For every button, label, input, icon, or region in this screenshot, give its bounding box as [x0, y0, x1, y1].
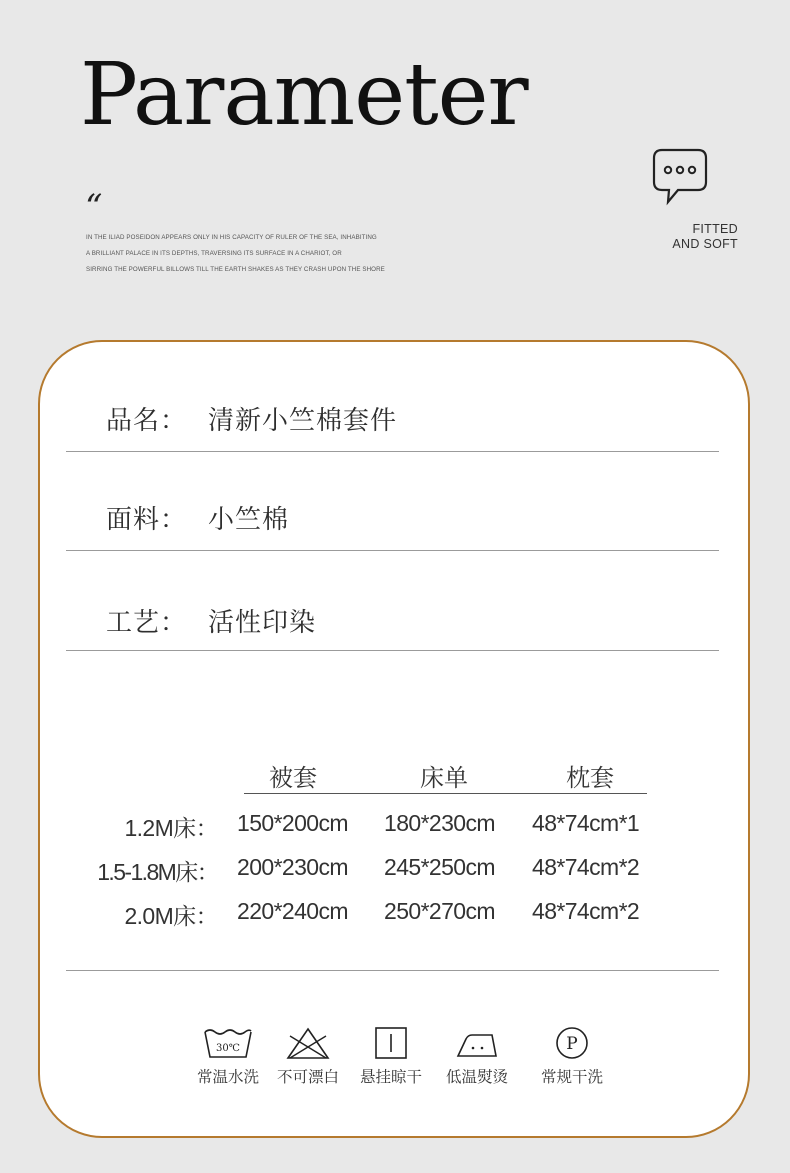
- dry-clean-symbol: P: [566, 1034, 578, 1054]
- intro-line: A BRILLIANT PALACE IN ITS DEPTHS, TRAVERSING ITS SURFACE IN A CHARIOT, OR: [86, 250, 342, 257]
- wash-temp: 30℃: [216, 1043, 240, 1054]
- table-cell: 220*240cm: [237, 898, 348, 924]
- table-row-label: 1.5-1.8M床：: [97, 859, 218, 885]
- table-cell: 180*230cm: [384, 810, 495, 836]
- tagline-line-2: AND SOFT: [672, 237, 738, 251]
- intro-line: IN THE ILIAD POSEIDON APPEARS ONLY IN HIS CAPACITY OF RULER OF THE SEA, INHABITING: [86, 234, 377, 241]
- quote-mark: “: [85, 187, 103, 227]
- intro-text: [86, 230, 416, 278]
- table-row-label: 1.2M床：: [124, 815, 218, 841]
- no-bleach-icon: [284, 1026, 332, 1060]
- table-cell: 48*74cm*2: [532, 854, 640, 880]
- care-label: 悬挂晾干: [359, 1068, 422, 1086]
- care-item-wash: [192, 1026, 264, 1087]
- spec-key: 面料：: [106, 504, 188, 534]
- care-item-hang-dry: [355, 1026, 427, 1087]
- tagline: [672, 222, 738, 252]
- divider: [66, 451, 719, 452]
- table-cell: 200*230cm: [237, 854, 348, 880]
- table-header-duvet: 被套: [269, 765, 317, 792]
- care-item-dry-clean: [536, 1026, 608, 1087]
- care-item-low-iron: [441, 1026, 513, 1087]
- spec-value: 小竺棉: [208, 504, 290, 534]
- divider: [66, 650, 719, 651]
- low-iron-icon: [454, 1026, 500, 1060]
- hang-dry-icon: [373, 1026, 409, 1060]
- table-header-divider: [244, 793, 647, 794]
- page-title: Parameter: [80, 45, 528, 145]
- care-item-no-bleach: [272, 1026, 344, 1087]
- chat-bubble-icon: [652, 148, 708, 206]
- table-cell: 245*250cm: [384, 854, 495, 880]
- wash-30c-icon: [202, 1026, 254, 1060]
- divider: [66, 970, 719, 971]
- care-label: 不可漂白: [276, 1068, 339, 1086]
- spec-value: 活性印染: [208, 607, 317, 637]
- divider: [66, 550, 719, 551]
- dry-clean-p-icon: [553, 1026, 591, 1060]
- table-cell: 250*270cm: [384, 898, 495, 924]
- care-label: 低温熨烫: [445, 1068, 508, 1086]
- tagline-line-1: FITTED: [692, 222, 738, 236]
- table-header-pillowcase: 枕套: [566, 765, 614, 792]
- spec-key: 品名：: [106, 405, 188, 435]
- spec-value: 清新小竺棉套件: [208, 405, 398, 435]
- table-cell: 48*74cm*1: [532, 810, 640, 836]
- table-header-sheet: 床单: [420, 765, 468, 792]
- care-label: 常温水洗: [196, 1068, 259, 1086]
- table-row-label: 2.0M床：: [124, 903, 218, 929]
- care-label: 常规干洗: [540, 1068, 603, 1086]
- spec-key: 工艺：: [106, 607, 188, 637]
- parameter-card: [38, 340, 750, 1138]
- table-cell: 150*200cm: [237, 810, 348, 836]
- table-cell: 48*74cm*2: [532, 898, 640, 924]
- intro-line: SIRRING THE POWERFUL BILLOWS TILL THE EARTH SHAKES AS THEY CRASH UPON THE SHORE: [86, 266, 385, 273]
